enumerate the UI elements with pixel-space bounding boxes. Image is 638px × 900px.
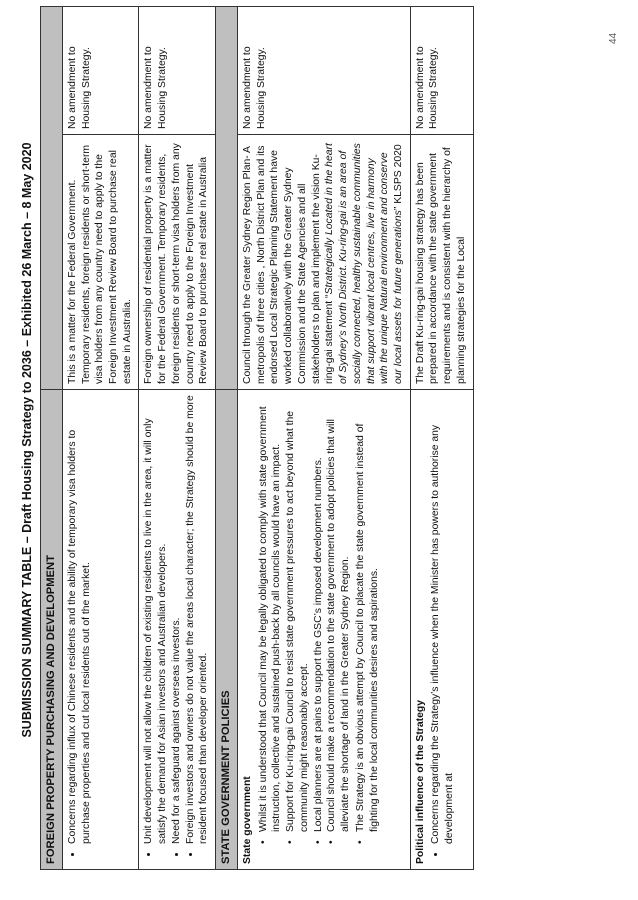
response-source: ” KLSPS 2020	[392, 144, 404, 211]
submission-sub-bullet: • Support for Ku-ring-gai Council to resist state government pressures to act beyond what the community might reasonably accept.	[284, 395, 311, 844]
response-cell	[237, 135, 410, 390]
section-heading: FOREIGN PROPERTY PURCHASING AND DEVELOPMENT	[41, 390, 63, 870]
submission-bullet: • Foreign investors and owners do not value the areas local character; the Strategy should be more resident focused than developer oriented.	[184, 395, 211, 844]
submission-cell	[237, 390, 410, 870]
submission-bullet: • Need for a safeguard against overseas investors.	[170, 395, 184, 844]
section-header-fill	[216, 7, 238, 390]
amendment-cell: No amendment to Housing Strategy.	[237, 7, 410, 135]
submission-bullet: • Concerns regarding the Strategy’s influence when the Minister has powers to authorise any development at	[429, 395, 456, 844]
response-cell: The Draft Ku-ring-gai housing strategy has been prepared in accordance with the state government requirements and is consistent with the hierarchy of planning strategies for the Local	[410, 135, 473, 390]
section-header-row	[41, 7, 63, 870]
submission-sub-bullet: • Council should make a recommendation to the state government to adopt policies that will alleviate the shortage of land in the Greater Sydney Region.	[325, 395, 352, 844]
row-subheading: State government	[241, 776, 253, 864]
submission-summary-table	[40, 6, 474, 870]
submission-bullet: • Unit development will not allow the children of existing residents to live in the area, it will only satisfy the demand for Asian investors and Australian developers.	[142, 395, 169, 844]
response-text: Council through the Greater Sydney Region Plan- A metropolis of three cities , North District Plan and its endorsed Local Strategic Planning Statement have worked collaboratively with the Greater Sydney Commission and the State Agencies and all stakeholders to plan and implement the vision Ku-ring-gai statement “	[241, 145, 336, 384]
submission-bullet: • The Strategy is an obvious attempt by Council to placate the state government instead of fighting for the local communities desires and aspirations.	[354, 395, 381, 844]
amendment-cell: No amendment to Housing Strategy.	[139, 7, 216, 135]
row-subheading: Political influence of the Strategy	[414, 700, 426, 864]
document-title: SUBMISSION SUMMARY TABLE – Draft Housing Strategy to 2036 – Exhibited 26 March – 8 May 2020	[20, 142, 34, 738]
table-row	[410, 7, 473, 870]
amendment-cell: No amendment to Housing Strategy.	[62, 7, 139, 135]
table-row	[139, 7, 216, 870]
table-row	[62, 7, 139, 870]
page-number: 44	[608, 32, 619, 44]
section-header-fill	[41, 7, 63, 390]
submission-sub-bullet: • Whilst it is understood that Council may be legally obligated to comply with state government instruction, collective and sustained push-back by all councils would have an impact.	[257, 395, 284, 844]
section-heading: STATE GOVERNMENT POLICIES	[216, 390, 238, 870]
submission-cell	[410, 390, 473, 870]
section-header-row	[216, 7, 238, 870]
submission-cell	[139, 390, 216, 870]
submission-cell	[62, 390, 139, 870]
amendment-cell: No amendment to Housing Strategy.	[410, 7, 473, 135]
table-row	[237, 7, 410, 870]
response-cell: Foreign ownership of residential property is a matter for the Federal Government. Temporary residents, foreign residents or short-term visa holders from any country need to apply to the Foreign Investment Review Board to purchase real estate in Australia	[139, 135, 216, 390]
vision-statement-quote: Strategically Located in the heart of Sydney’s North District. Ku-ring-gai is an area of socially connected, healthy sustainable communities that support vibrant local centres, live in harmony with the unique Natural environment and conserve our local assets for future generations	[324, 143, 404, 384]
submission-bullet: • Concerns regarding influx of Chinese residents and the ability of temporary visa holders to purchase properties and cut local residents out of the market.	[66, 395, 93, 844]
response-cell: This is a matter for the Federal Government. Temporary residents, foreign residents or short-term visa holders from any country need to apply to the Foreign Investment Review Board to purchase real estate in Australia.	[62, 135, 139, 390]
submission-sub-bullet: • Local planners are at pains to support the GSC’s imposed development numbers.	[312, 395, 326, 844]
